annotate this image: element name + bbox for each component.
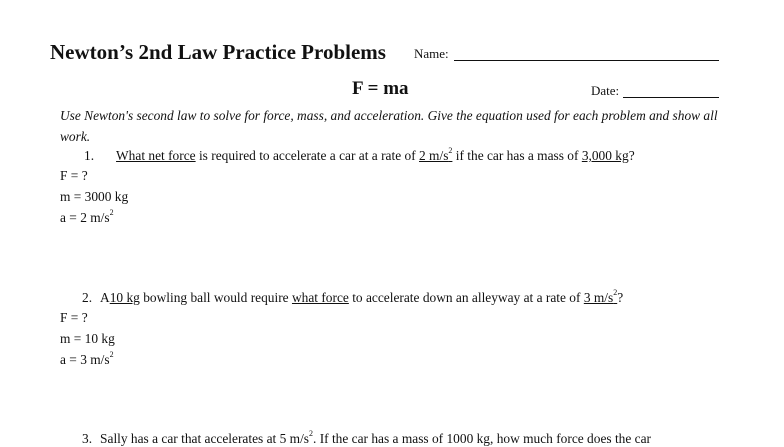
instructions: Use Newton's second law to solve for force, mass, and acceleration. Give the equation used for each problem and show all work.: [60, 108, 718, 144]
problem-number: 3.: [82, 431, 93, 446]
given-force: F = ?: [60, 310, 88, 325]
unknown-term: what force: [291, 290, 349, 305]
name-blank-line[interactable]: [454, 60, 719, 61]
given-force: F = ?: [60, 168, 88, 183]
formula-heading: F = ma: [352, 78, 409, 99]
unknown-term: What net force: [116, 148, 196, 163]
problem-number: 2.: [82, 290, 93, 305]
problem-1: 1. What net force is required to accelerate a car at a rate of 2 $m/s^2$ if the car has a mass of 3,000 kg?: [84, 146, 635, 163]
given-mass-line: m = 3000 kg: [60, 189, 129, 204]
problem-2: 2. A10 kg bowling ball would require what force to accelerate down an alleyway at a rate of 3 $m/s^2$?: [82, 288, 624, 305]
given-acceleration-line: a = 3 $m/s^2$: [60, 350, 114, 367]
given-mass: 10 kg: [109, 290, 140, 305]
given-mass-line: m = 10 kg: [60, 331, 115, 346]
problem-3: 3. Sally has a car that accelerates at 5 $m/s^2$. If the car has a mass of 1000 kg, how much force does the car: [82, 429, 651, 446]
given-acceleration: 2 $m/s^2$: [419, 146, 453, 163]
problem-number: 1.: [84, 148, 95, 163]
name-label: Name:: [414, 46, 449, 61]
date-label: Date:: [591, 83, 620, 98]
given-acceleration-line: a = 2 $m/s^2$: [60, 208, 114, 225]
worksheet-title: Newton’s 2nd Law Practice Problems: [50, 40, 386, 64]
given-mass: 3,000 kg: [581, 148, 629, 163]
given-acceleration: 3 $m/s^2$: [583, 288, 618, 305]
date-blank-line[interactable]: [623, 97, 719, 98]
